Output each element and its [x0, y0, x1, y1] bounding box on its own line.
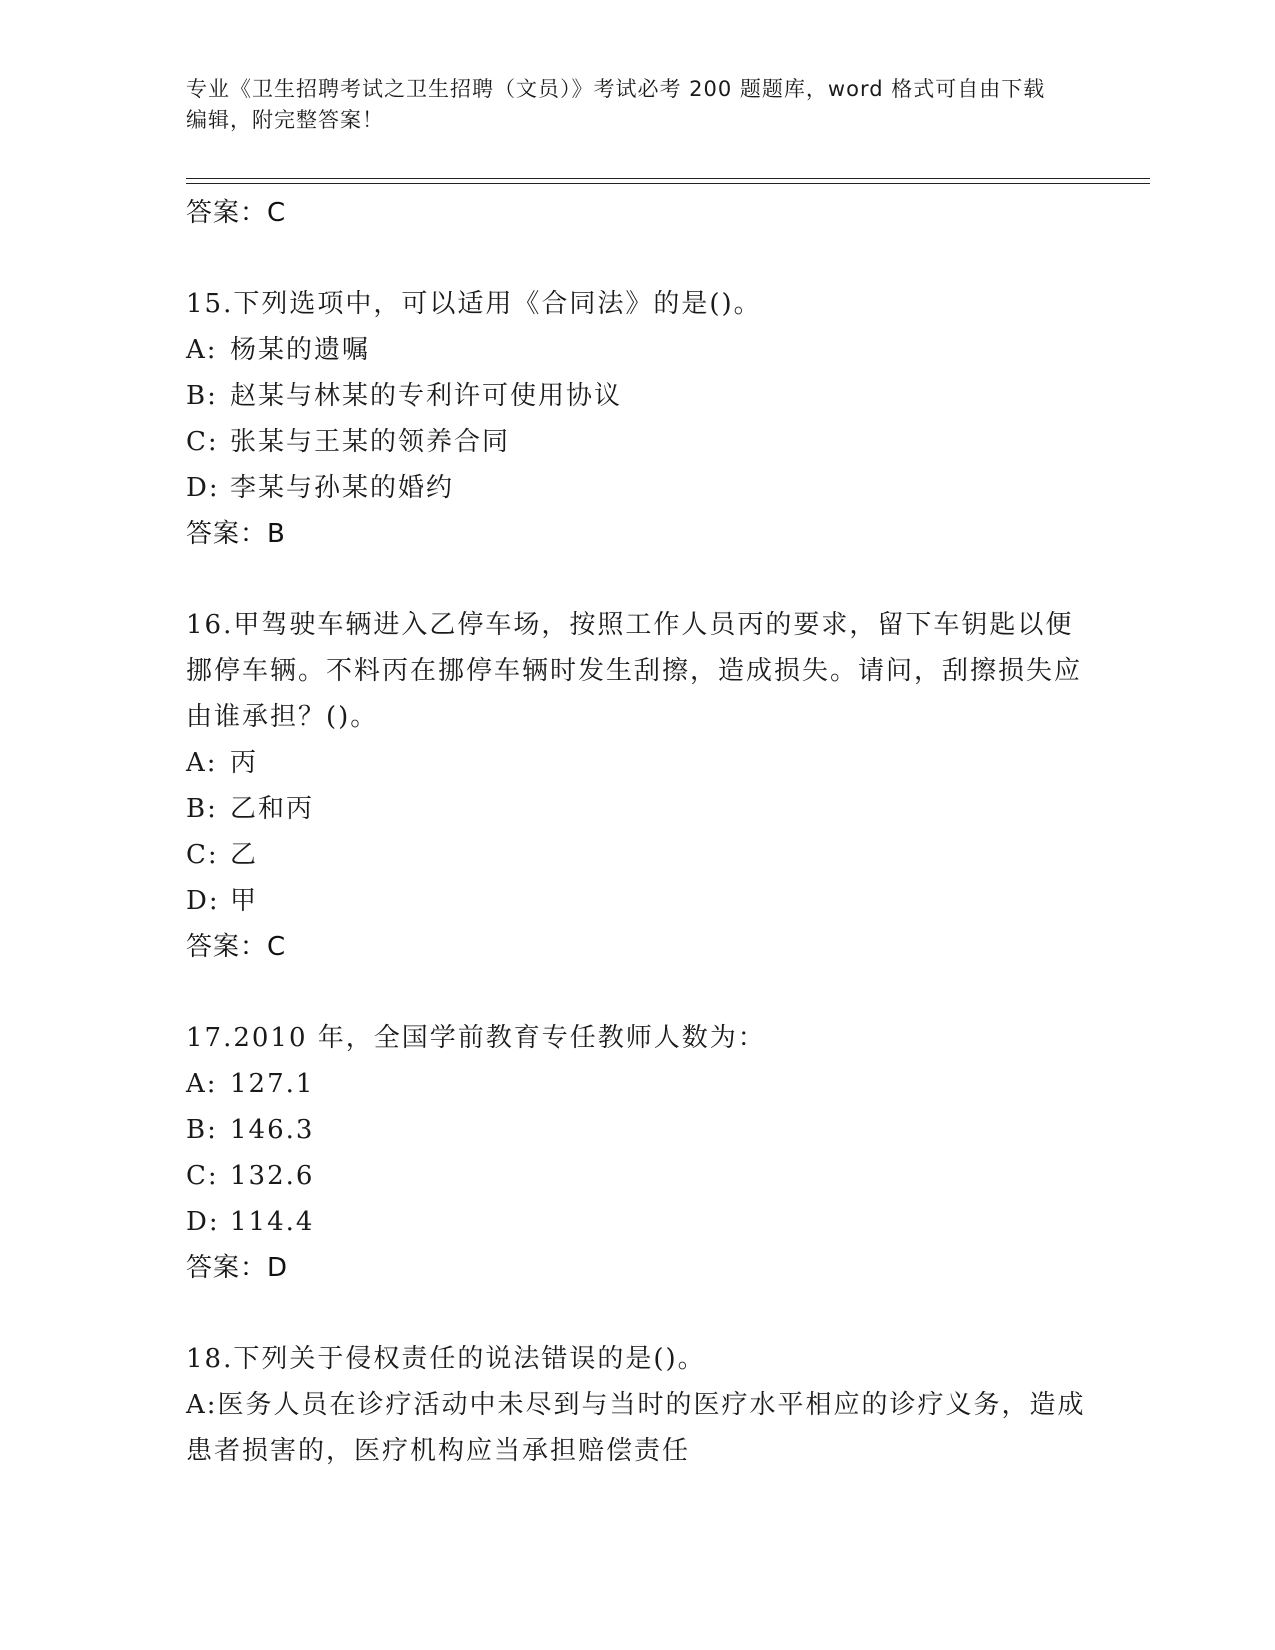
- option-text: 丙: [230, 748, 259, 778]
- option-label: B:: [186, 381, 218, 411]
- question-stem: 16.甲驾驶车辆进入乙停车场，按照工作人员丙的要求，留下车钥匙以便挪停车辆。不料丙在挪停车辆时发生刮擦，造成损失。请问，刮擦损失应由谁承担？()。: [186, 610, 1083, 732]
- option-label: C:: [186, 427, 219, 457]
- spacer: [186, 236, 1086, 281]
- question-answer: 答案：C: [186, 932, 287, 962]
- option-text: 甲: [230, 886, 259, 916]
- option-label: C:: [186, 1161, 219, 1191]
- option-label: B:: [186, 1115, 218, 1145]
- option-text: 乙和丙: [230, 794, 315, 824]
- question-answer: 答案：D: [186, 1253, 289, 1283]
- option-label: D:: [186, 886, 220, 916]
- question-list: [186, 190, 1086, 1474]
- question-stem: 18.下列关于侵权责任的说法错误的是()。: [186, 1344, 706, 1374]
- option-text: 127.1: [230, 1069, 315, 1099]
- spacer: [186, 1291, 1086, 1336]
- option-d: [186, 878, 1086, 924]
- previous-answer: 答案：C: [186, 198, 287, 228]
- option-text: 赵某与林某的专利许可使用协议: [230, 381, 623, 411]
- option-label: A:: [186, 1069, 218, 1099]
- option-label: D:: [186, 473, 220, 503]
- option-text: 杨某的遗嘱: [230, 335, 371, 365]
- option-a: [186, 1382, 1086, 1474]
- option-c: [186, 419, 1086, 465]
- option-label: A:: [186, 335, 218, 365]
- option-a: [186, 740, 1086, 786]
- option-label: B:: [186, 794, 218, 824]
- option-label: A:: [186, 748, 218, 778]
- option-text: 医务人员在诊疗活动中未尽到与当时的医疗水平相应的诊疗义务，造成患者损害的，医疗机构应当承担赔偿责任: [186, 1390, 1086, 1466]
- spacer: [186, 970, 1086, 1015]
- option-b: [186, 373, 1086, 419]
- question-16: [186, 602, 1086, 970]
- option-text: 乙: [230, 840, 259, 870]
- option-text: 张某与王某的领养合同: [230, 427, 511, 457]
- option-label: A:: [186, 1390, 218, 1420]
- option-a: [186, 327, 1086, 373]
- option-c: [186, 832, 1086, 878]
- option-text: 146.3: [230, 1115, 315, 1145]
- question-15: [186, 281, 1086, 557]
- option-d: [186, 1199, 1086, 1245]
- question-17: [186, 1015, 1086, 1291]
- option-b: [186, 786, 1086, 832]
- document-header: 专业《卫生招聘考试之卫生招聘（文员）》考试必考 200 题题库，word 格式可自由下载编辑，附完整答案！: [186, 77, 1046, 132]
- option-a: [186, 1061, 1086, 1107]
- question-18: [186, 1336, 1086, 1474]
- option-text: 114.4: [230, 1207, 315, 1237]
- header-rule-top: [186, 178, 1150, 179]
- question-answer: 答案：B: [186, 519, 286, 549]
- header-rule-bottom: [186, 183, 1150, 184]
- option-b: [186, 1107, 1086, 1153]
- option-text: 李某与孙某的婚约: [230, 473, 455, 503]
- option-text: 132.6: [230, 1161, 315, 1191]
- spacer: [186, 557, 1086, 602]
- option-label: C:: [186, 840, 219, 870]
- question-stem: 17.2010 年，全国学前教育专任教师人数为：: [186, 1023, 766, 1053]
- option-label: D:: [186, 1207, 220, 1237]
- option-c: [186, 1153, 1086, 1199]
- question-stem: 15.下列选项中，可以适用《合同法》的是()。: [186, 289, 762, 319]
- option-d: [186, 465, 1086, 511]
